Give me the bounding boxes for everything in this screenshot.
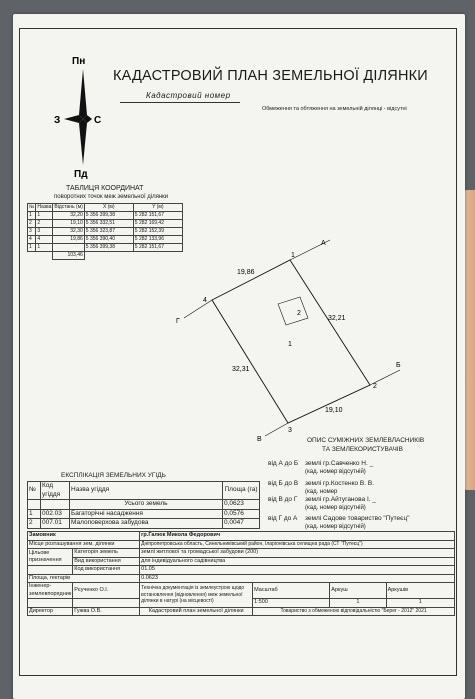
table-header: X (м) — [84, 204, 133, 212]
table-header: № — [29, 204, 35, 210]
scale-value: 1:500 — [253, 599, 330, 608]
coordinates-title: ТАБЛИЦЯ КООРДИНАТ — [66, 185, 144, 192]
company-cell — [253, 607, 455, 616]
engineer-label: Інженер-землевпорядник — [29, 583, 72, 597]
table-header: № — [28, 482, 41, 500]
table-row — [28, 583, 455, 599]
location-label: Місце розташування зем. ділянки — [28, 540, 140, 549]
table-row — [28, 220, 183, 228]
area-value: 0.0623 — [140, 574, 455, 583]
parcel-plan — [160, 240, 400, 450]
purpose-label: Цільове призначення — [28, 549, 73, 566]
director-name: Гужва О.В. — [73, 607, 140, 616]
table-cell: 002.03 — [41, 509, 70, 519]
table-cell: 007.01 — [41, 519, 70, 529]
scale-label: Масштаб — [253, 583, 330, 599]
table-cell: 1 — [28, 244, 36, 252]
table-row — [28, 532, 455, 541]
neighbor-note: (кад. номер відсутній) — [305, 505, 366, 511]
table-cell: 1 — [36, 244, 53, 252]
land-table — [27, 481, 260, 529]
location-value: Дніпропетровська область, Синельниківський район, Іларіонівська селищна рада (СТ "Путеєц") — [140, 540, 455, 549]
table-cell: 1 — [28, 509, 41, 519]
table-cell: 5 282 152,39 — [133, 228, 182, 236]
table-cell: 4 — [36, 236, 53, 244]
table-header: Назва — [37, 204, 52, 210]
neighbor-note: (кад. номер відсутній) — [305, 469, 366, 475]
table-cell: 5 282 169,42 — [133, 220, 182, 228]
building-label: 2 — [297, 310, 301, 317]
neighbor-range: від В до Г — [268, 496, 298, 503]
table-row — [28, 549, 455, 558]
neighbor-range: від Г до А — [268, 515, 298, 522]
neighbors-title-2: ТА ЗЕМЛЕКОРИСТУВАЧІВ — [322, 446, 403, 453]
dimension-label: 19,86 — [237, 269, 255, 276]
table-row — [28, 540, 455, 549]
table-cell: 1 — [28, 212, 36, 220]
table-row — [28, 509, 260, 519]
neighbor-note: (кад. номер — [305, 489, 338, 495]
neighbor-letter: А — [321, 240, 326, 247]
customer-value: гр.Галюк Микола Федорович — [140, 532, 455, 541]
compass-south: Пд — [74, 169, 88, 180]
company-name: Товариство з обмеженою відповідальністю "Берег - 2012" — [280, 608, 415, 614]
table-cell — [53, 244, 84, 252]
table-cell: 5 282 151,67 — [133, 212, 182, 220]
neighbor-range: від А до Б — [268, 460, 299, 467]
compass-rose — [54, 55, 112, 179]
compass-east: С — [94, 115, 102, 126]
sheets-value: 1 — [386, 599, 454, 608]
category-value: землі житлової та громадської забудови (200) — [140, 549, 455, 558]
dimension-label: 32,31 — [232, 366, 250, 373]
neighbor-owner: землі гр.Айтуганова І. _ — [305, 496, 376, 503]
table-cell: 19,86 — [53, 236, 84, 244]
coordinates-subtitle: поворотних точок меж земельної ділянки — [54, 194, 169, 200]
table-header: Назва угіддя — [70, 482, 223, 500]
sheets-label: Аркушів — [386, 583, 454, 599]
neighbor-letter: Г — [176, 318, 180, 325]
table-row — [28, 212, 183, 220]
table-header-row — [28, 204, 183, 212]
table-header: Відстань (м) — [54, 204, 83, 210]
director-label: Директор — [28, 607, 73, 616]
table-cell: 3 — [36, 228, 53, 236]
table-cell: 2 — [28, 519, 41, 529]
use-label: Вид використання — [73, 557, 140, 566]
table-cell: 19,10 — [53, 220, 84, 228]
usage-value: 01.05 — [140, 566, 455, 575]
table-cell: 5 356 332,51 — [84, 220, 133, 228]
document-note: Технічна документація із землеустрою щодо встановлення (відновлення) меж земельної ділянки в натурі (на місцевості) — [140, 583, 253, 608]
cadastral-number-line — [120, 102, 240, 103]
table-header: Площа (га) — [223, 482, 260, 500]
year: 2021 — [415, 608, 427, 614]
compass-west: З — [54, 115, 61, 126]
sheet-label: Аркуш — [330, 583, 386, 599]
point-label: 1 — [291, 252, 295, 259]
table-cell: 5 282 151,67 — [133, 244, 182, 252]
restrictions-note: Обмеження та обтяження на земельній ділянці - відсутні — [262, 106, 407, 112]
area-label: Площа, гектарів — [28, 574, 140, 583]
sheet-value: 1 — [330, 599, 386, 608]
table-row — [28, 566, 455, 575]
inner-point-label: 1 — [288, 341, 292, 348]
neighbor-letter: Б — [396, 362, 401, 369]
table-cell: 3 — [28, 228, 36, 236]
neighbor-letter: В — [257, 436, 262, 443]
cadastral-number-label: Кадастровий номер — [146, 91, 231, 100]
plan-name: Кадастровий план земельної ділянки — [140, 607, 253, 616]
table-cell: 5 356 399,38 — [84, 244, 133, 252]
table-cell: Малоповерхова забудова — [70, 519, 223, 529]
neighbor-owner: землі гр.Савченко Н. _ — [305, 460, 374, 467]
point-label: 3 — [288, 427, 292, 434]
distance-total: 103,46 — [53, 252, 84, 260]
compass-north: Пн — [72, 56, 86, 67]
neighbors-title-1: ОПИС СУМІЖНИХ ЗЕМЛЕВЛАСНИКІВ — [307, 437, 425, 444]
customer-label: Замовник — [28, 532, 140, 541]
category-label: Категорія земель — [73, 549, 140, 558]
point-label: 4 — [203, 297, 207, 304]
table-header-row — [28, 482, 260, 500]
neighbor-owner: землі гр.Костенко В. В. — [305, 480, 375, 487]
title-block — [27, 531, 455, 616]
engineer-name: Рєученко О.І. — [73, 583, 140, 599]
neighbor-note: (кад. номер відсутній) — [305, 524, 366, 530]
table-row — [28, 519, 260, 529]
point-label: 2 — [373, 383, 377, 390]
neighbor-range: від Б до В — [268, 480, 299, 487]
table-cell: 1 — [36, 212, 53, 220]
use-value: для індивідуального садівництва — [140, 557, 455, 566]
table-row — [28, 557, 455, 566]
table-header: Y (м) — [133, 204, 182, 212]
table-cell: Багаторічні насадження — [70, 509, 223, 519]
table-cell: 0,0047 — [223, 519, 260, 529]
dimension-label: 32,21 — [328, 315, 346, 322]
table-cell: 5 356 399,38 — [84, 212, 133, 220]
dimension-label: 19,10 — [325, 407, 343, 414]
table-header: Код угіддя — [41, 482, 70, 500]
table-row — [28, 500, 260, 510]
land-total-value: 0,0623 — [223, 500, 260, 510]
table-cell: 4 — [28, 236, 36, 244]
table-cell: 5 356 323,87 — [84, 228, 133, 236]
table-cell: 2 — [28, 220, 36, 228]
land-total-label: Усього земель — [70, 500, 223, 510]
table-cell: 32,20 — [53, 212, 84, 220]
table-cell: 5 282 133,96 — [133, 236, 182, 244]
table-cell: 32,30 — [53, 228, 84, 236]
table-row — [28, 607, 455, 616]
page-title: КАДАСТРОВИЙ ПЛАН ЗЕМЕЛЬНОЇ ДІЛЯНКИ — [113, 68, 428, 84]
table-row — [28, 228, 183, 236]
table-row — [28, 574, 455, 583]
usage-label: Код використання — [73, 566, 140, 575]
table-cell: 2 — [36, 220, 53, 228]
table-cell: 5 356 390,40 — [84, 236, 133, 244]
land-table-title: ЕКСПЛІКАЦІЯ ЗЕМЕЛЬНИХ УГІДЬ — [61, 472, 166, 479]
table-cell: 0,0576 — [223, 509, 260, 519]
neighbor-owner: землі Садове товариство "Путеєц" — [305, 515, 410, 522]
